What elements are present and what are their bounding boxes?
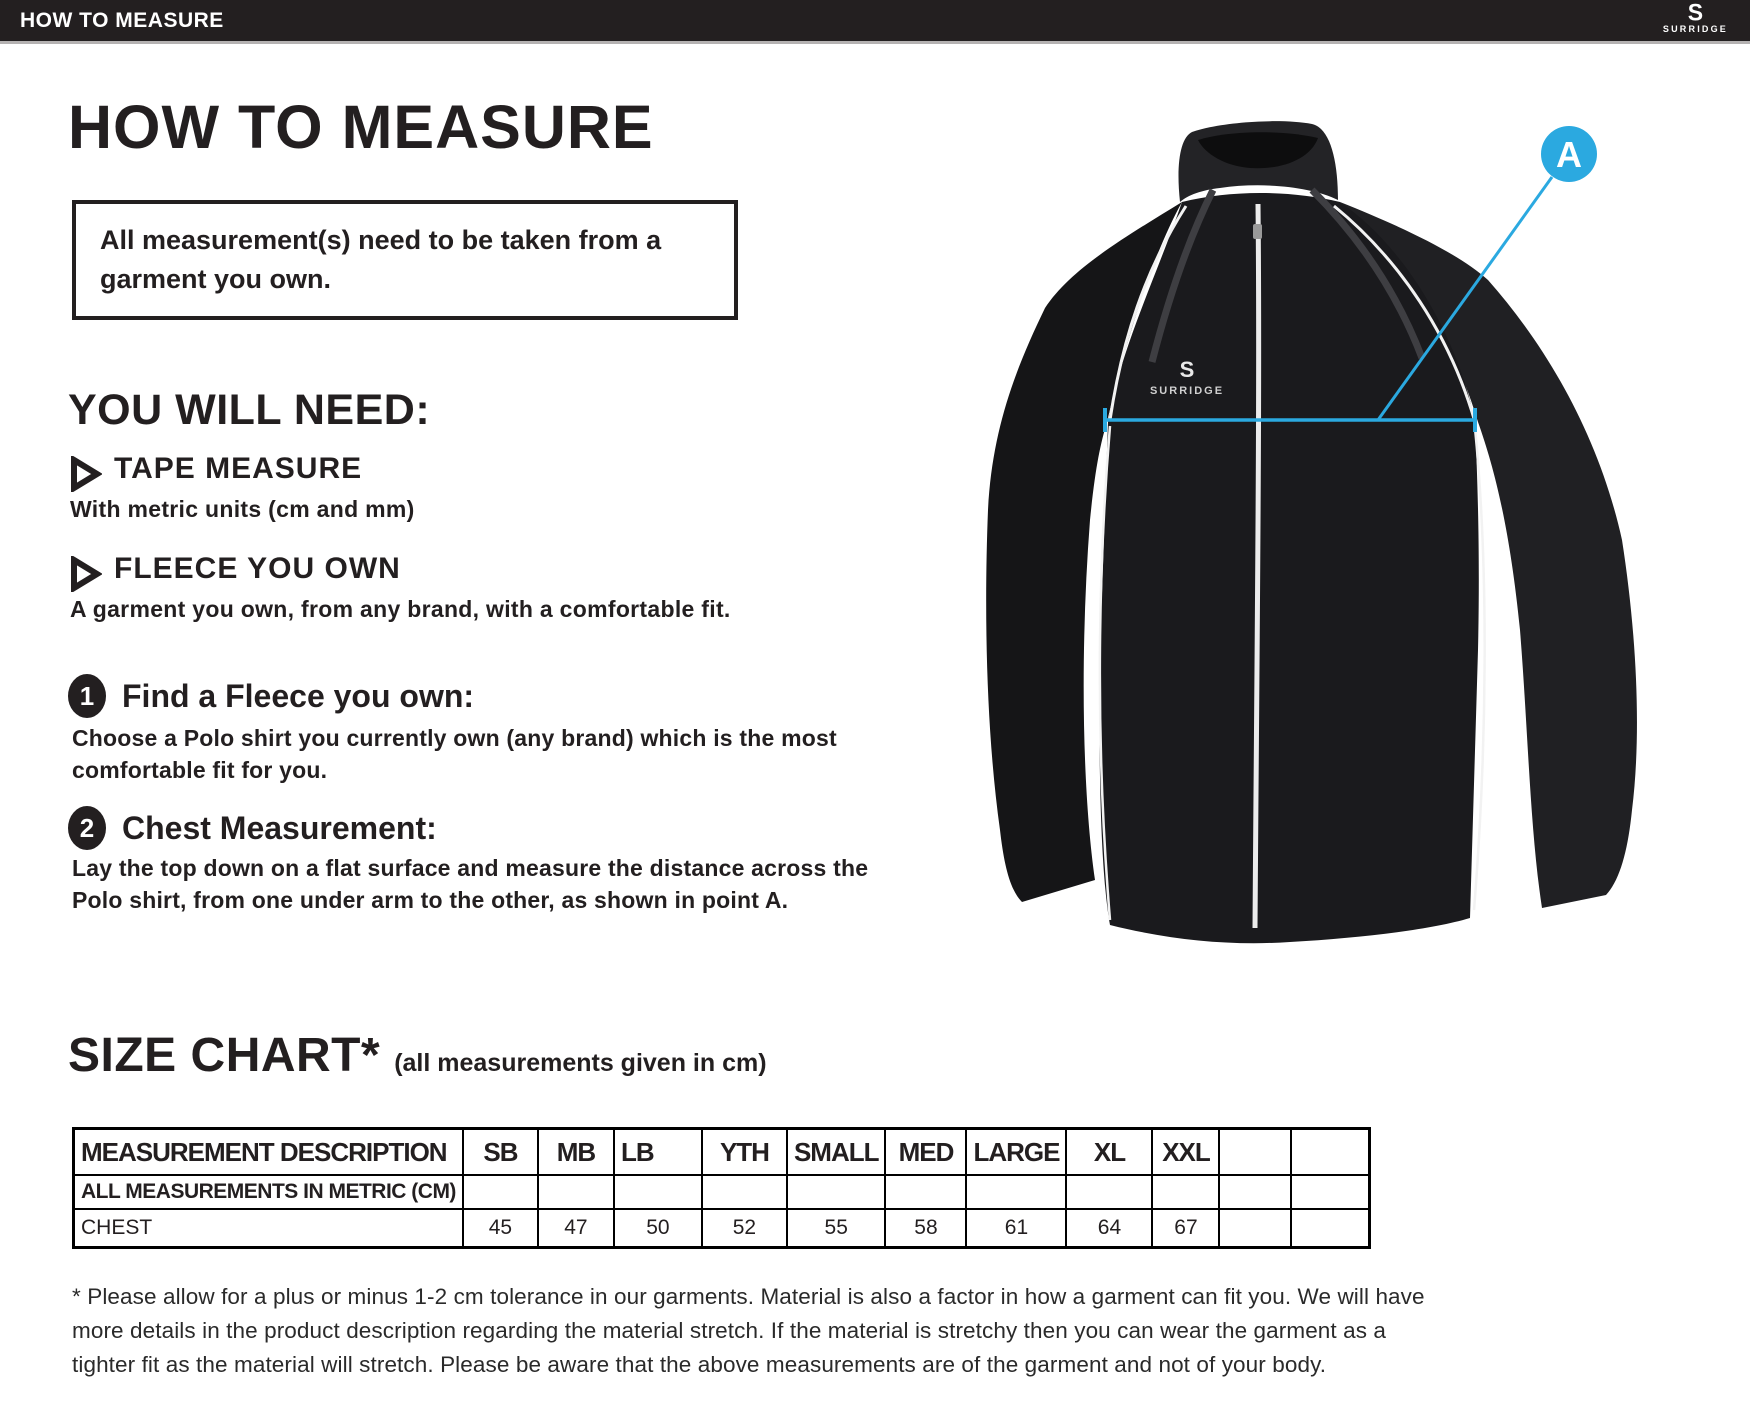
cell <box>1066 1175 1152 1209</box>
page-heading: HOW TO MEASURE <box>68 93 654 161</box>
column-header: SB <box>463 1129 538 1176</box>
surridge-s-icon: S <box>1687 0 1704 26</box>
cell <box>1152 1175 1219 1209</box>
cell <box>702 1175 787 1209</box>
column-header: XXL <box>1152 1129 1219 1176</box>
row-label: CHEST <box>74 1209 463 1248</box>
cell: 52 <box>702 1209 787 1248</box>
need-item-title: TAPE MEASURE <box>114 452 363 485</box>
cell <box>614 1175 702 1209</box>
cell: 45 <box>463 1209 538 1248</box>
cell <box>538 1175 614 1209</box>
column-header: YTH <box>702 1129 787 1176</box>
zip-pull <box>1253 224 1262 239</box>
you-will-need-heading: YOU WILL NEED: <box>68 386 431 434</box>
table-header-row <box>74 1129 1370 1176</box>
triangle-bullet-icon <box>70 456 102 492</box>
size-chart-heading <box>68 1028 767 1083</box>
cell: 64 <box>1066 1209 1152 1248</box>
column-header: MED <box>885 1129 966 1176</box>
cell <box>1291 1209 1369 1248</box>
column-header: LARGE <box>966 1129 1066 1176</box>
column-header <box>1219 1129 1291 1176</box>
need-item-description: With metric units (cm and mm) <box>70 496 415 522</box>
column-header: SMALL <box>787 1129 886 1176</box>
step-number-badge: 1 <box>68 674 106 718</box>
column-header: LB <box>614 1129 702 1176</box>
cell <box>463 1175 538 1209</box>
jacket-logo-name: SURRIDGE <box>1149 385 1225 397</box>
notice-box: All measurement(s) need to be taken from a garment you own. <box>72 200 738 320</box>
cell: 47 <box>538 1209 614 1248</box>
cell <box>885 1175 966 1209</box>
size-chart-subtitle: (all measurements given in cm) <box>394 1049 767 1077</box>
cell: 55 <box>787 1209 886 1248</box>
cell: 50 <box>614 1209 702 1248</box>
triangle-bullet-icon <box>70 556 102 592</box>
need-item-title: FLEECE YOU OWN <box>114 552 401 585</box>
cell: 58 <box>885 1209 966 1248</box>
top-bar-title: HOW TO MEASURE <box>20 8 224 32</box>
cell <box>1219 1175 1291 1209</box>
top-bar <box>0 0 1750 44</box>
size-chart-title: SIZE CHART* <box>68 1029 381 1082</box>
size-chart-table <box>72 1127 1371 1249</box>
footnote-text: * Please allow for a plus or minus 1-2 cm tolerance in our garments. Material is also a factor in how a garment can fit you. We will have more details in the product description regarding the material stretch. If the material is stretchy then you can wear the garment as a tighter fit as the material will stretch. Please be aware that the above measurements are of the garment and not of your body. <box>72 1284 1425 1377</box>
cell <box>787 1175 886 1209</box>
column-header <box>1291 1129 1369 1176</box>
cell <box>1219 1209 1291 1248</box>
table-row <box>74 1209 1370 1248</box>
need-item-description: A garment you own, from any brand, with a comfortable fit. <box>70 596 731 622</box>
column-header: MB <box>538 1129 614 1176</box>
column-header: MEASUREMENT DESCRIPTION <box>74 1129 463 1176</box>
step-number-badge: 2 <box>68 806 106 850</box>
brand-name: SURRIDGE <box>1662 24 1728 34</box>
step-title: Find a Fleece you own: <box>122 678 475 714</box>
marker-a-label: A <box>1556 134 1582 175</box>
step-description: Choose a Polo shirt you currently own (any brand) which is the most comfortable fit for you. <box>72 725 837 784</box>
jacket-logo-s-icon: S <box>1179 357 1195 382</box>
column-header: XL <box>1066 1129 1152 1176</box>
row-label: ALL MEASUREMENTS IN METRIC (CM) <box>74 1175 463 1209</box>
cell: 67 <box>1152 1209 1219 1248</box>
table-row <box>74 1175 1370 1209</box>
step-title: Chest Measurement: <box>122 810 437 846</box>
step-description: Lay the top down on a flat surface and measure the distance across the Polo shirt, from one under arm to the other, as shown in point A. <box>72 855 869 914</box>
cell <box>1291 1175 1369 1209</box>
cell <box>966 1175 1066 1209</box>
brand-logo <box>1663 1 1728 34</box>
jacket-diagram <box>930 90 1720 1010</box>
cell: 61 <box>966 1209 1066 1248</box>
